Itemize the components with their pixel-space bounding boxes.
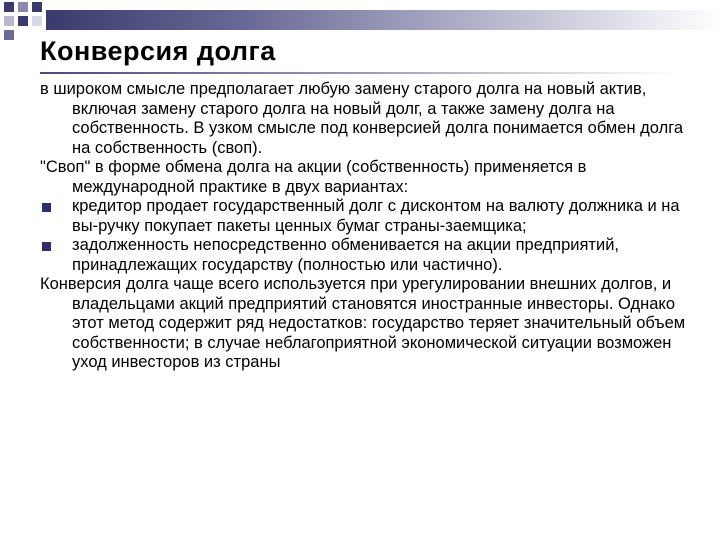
square-bullet-icon (42, 242, 51, 251)
paragraph-closing: Конверсия долга чаще всего используется при урегулировании внешних долгов, и владельцами акций предприятий становятся иностранные инвесторы. Однако этот метод содержит ряд недостатков: государство теряет значительный объем собственности; в случае неблагоприятной экономической ситуации возможен уход инвесторов из страны (40, 275, 686, 371)
square-bullet-icon (42, 203, 51, 212)
bullet-text-exchange: задолженность непосредственно обменивается на акции предприятий, принадлежащих государству (полностью или частично). (72, 236, 619, 274)
bullet-text-creditor: кредитор продает государственный долг с дисконтом на валюту должника и на вы-ручку покупает пакеты ценных бумаг страны-заемщика; (72, 197, 680, 235)
slide-title: Конверсия долга (40, 36, 276, 66)
paragraph-definition: в широком смысле предполагает любую замену старого долга на новый актив, включая замену старого долга на новый долг, а также замену долга на собственность. В узком смысле под конверсией долга понимается обмен долга на собственность (своп). (40, 80, 684, 157)
list-item (40, 236, 690, 275)
slide-body (40, 80, 690, 373)
title-underline (40, 72, 680, 74)
paragraph-swap-intro: "Своп" в форме обмена долга на акции (собственность) применяется в международной практике в двух вариантах: (40, 158, 587, 196)
list-item (40, 197, 690, 236)
header-gradient-bar (46, 10, 720, 30)
